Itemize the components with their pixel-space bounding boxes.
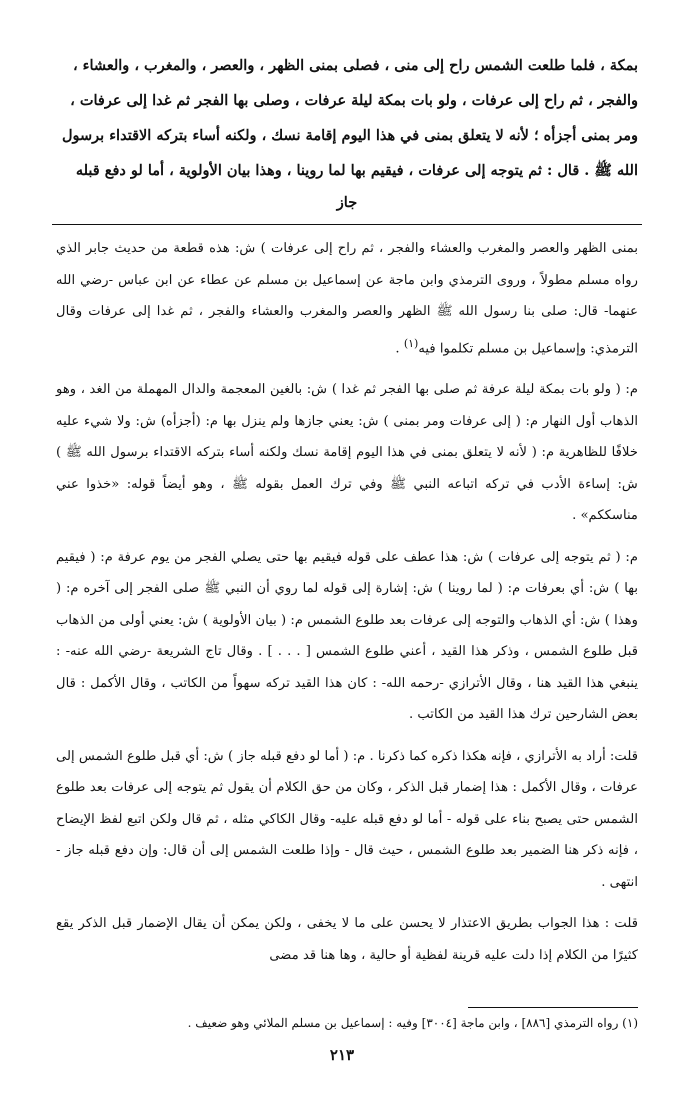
- page-number: ٢١٣: [329, 1046, 355, 1064]
- commentary-paragraph: م: ( ولو بات بمكة ليلة عرفة ثم صلى بها الفجر ثم غدا ) ش: بالغين المعجمة والدال المهملة من الغد ، وهو الذهاب أول النهار م: ( إلى عرفات ومر بمنى ) ش: يعني جازها ولم ينزل بها م: (أجزأه) ش: ولا شيء عليه خلافًا للظاهرية م: ( لأنه لا يتعلق بمنى في هذا اليوم إقامة نسك ولكنه أساء بتركه الاقتداء برسول الله ﷺ ) ش: إساءة الأدب في تركه اتباعه النبي ﷺ وفي ترك العمل بقوله ﷺ ، وهو أيضاً قوله: «خذوا عني مناسككم» .: [56, 382, 638, 524]
- commentary-paragraph: م: ( ثم يتوجه إلى عرفات ) ش: هذا عطف على قوله فيقيم بها حتى يصلي الفجر من يوم عرفة م: ( فيقيم بها ) ش: أي بعرفات م: ( لما روينا ) ش: إشارة إلى قوله لما روي أن النبي ﷺ صلى الفجر إلى آخره م: ( وهذا ) ش: أي الذهاب والتوجه إلى عرفات بعد طلوع الشمس م: ( بيان الأولوية ) ش: يعني أولى من الذهاب قبل طلوع الشمس ، وذكر هذا القيد ، أعني طلوع الشمس [ . . . ] . وقال تاج الشريعة -رضي الله عنه- : ينبغي هذا القيد هنا ، وقال الأترازي -رحمه الله- : كان هذا القيد تركه سهواً من الكاتب ، وقال الأكمل : قال بعض الشارحين ترك هذا القيد من الكاتب .: [56, 549, 638, 723]
- commentary-paragraph: قلت: أراد به الأترازي ، فإنه هكذا ذكره كما ذكرنا . م: ( أما لو دفع قبله جاز ) ش: أي قبل طلوع الشمس إلى عرفات ، وقال الأكمل : هذا إضمار قبل الذكر ، وكان من حق الكلام أن يقول ثم يتوجه إلى عرفات بعد طلوع الشمس حتى يصبح بناء على قوله - أما لو دفع قبله عليه- وقال الكاكي مثله ، ثم قال ولكن اتبع لفظ الإيضاح ، فإنه ذكر هنا الضمير بعد طلوع الشمس ، حيث قال - وإذا طلعت الشمس إلى أن قال: وإن دفع قبله جاز - انتهى .: [56, 748, 638, 890]
- page-body: [56, 48, 638, 981]
- commentary-paragraph: بمنى الظهر والعصر والمغرب والعشاء والفجر ، ثم راح إلى عرفات ) ش: هذه قطعة من حديث جابر الذي رواه مسلم مطولاً ، وروى الترمذي وابن ماجة عن إسماعيل بن مسلم عن عطاء عن ابن عباس -رضي الله عنهما- قال: صلى بنا رسول الله ﷺ الظهر والعصر والمغرب والعشاء والفجر ، ثم غدا إلى عرفات وقال الترمذي: وإسماعيل بن مسلم تكلموا فيه$^{(١)}$ .: [56, 241, 638, 356]
- section-divider: [52, 224, 642, 225]
- main-text-line: والفجر ، ثم راح إلى عرفات ، ولو بات بمكة ليلة عرفات ، وصلى بها الفجر ثم غدا إلى عرفات ،: [70, 92, 638, 109]
- footnote-divider: [468, 1007, 638, 1008]
- footnote-marker: (١): [403, 336, 419, 350]
- main-text-tail: جاز: [336, 194, 358, 211]
- footnote: (١) رواه الترمذي [٨٨٦] ، وابن ماجة [٣٠٠٤] وفيه : إسماعيل بن مسلم الملائي وهو ضعيف .: [187, 1016, 638, 1030]
- main-text-block: [56, 48, 638, 220]
- main-text-line: بمكة ، فلما طلعت الشمس راح إلى منى ، فصلى بمنى الظهر ، والعصر ، والمغرب ، والعشاء ،: [72, 57, 638, 74]
- commentary-paragraph: قلت : هذا الجواب بطريق الاعتذار لا يحسن على ما لا يخفى ، ولكن يمكن أن يقال الإضمار قبل الذكر يقع كثيرًا من الكلام إذا دلت عليه قرينة لفظية أو حالية ، وها هنا قد مضى: [56, 916, 638, 963]
- main-text-line: الله ﷺ . قال : ثم يتوجه إلى عرفات ، فيقيم بها لما روينا ، وهذا بيان الأولوية ، أما لو دفع قبله: [75, 162, 638, 179]
- commentary-text: بمنى الظهر والعصر والمغرب والعشاء والفجر ، ثم راح إلى عرفات ) ش: هذه قطعة من حديث جابر الذي رواه مسلم مطولاً ، وروى الترمذي وابن ماجة عن إسماعيل بن مسلم عن عطاء عن ابن عباس -رضي الله عنهما- قال: صلى بنا رسول الله ﷺ الظهر والعصر والمغرب والعشاء والفجر ، ثم غدا إلى عرفات وقال الترمذي: وإسماعيل بن مسلم تكلموا فيه: [56, 241, 638, 356]
- main-text-line: ومر بمنى أجزأه ؛ لأنه لا يتعلق بمنى في هذا اليوم إقامة نسك ، ولكنه أساء بتركه الاقتداء برسول: [61, 127, 638, 144]
